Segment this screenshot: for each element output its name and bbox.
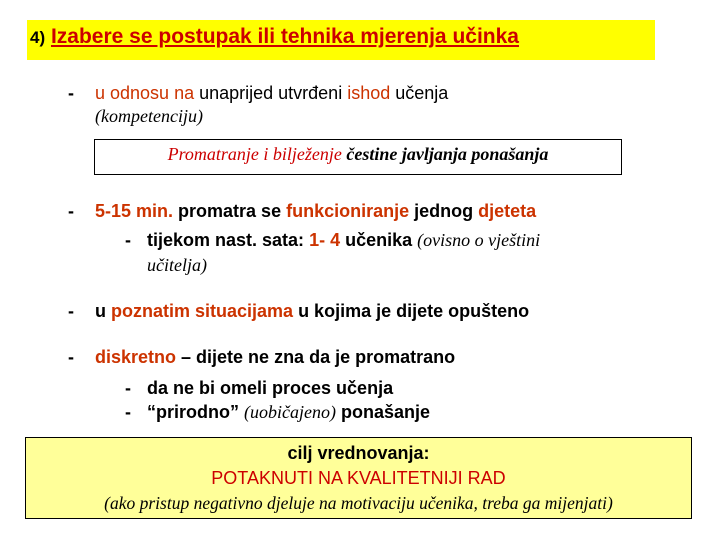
bullet-dash: -: [68, 347, 74, 367]
item3-part2: poznatim situacijama: [111, 301, 294, 321]
item4-part1: diskretno: [95, 347, 177, 367]
item2-sub-part3: učenika: [340, 230, 418, 250]
item4-sub2-part1: “prirodno”: [147, 402, 244, 422]
item4-sub1: da ne bi omeli proces učenja: [147, 378, 394, 398]
item1-part3: ishod: [347, 83, 391, 103]
item2-sub-part4: (ovisno o vještini: [417, 230, 541, 250]
sub-bullet-dash: -: [125, 402, 131, 422]
item2-part1: 5-15 min.: [95, 201, 174, 221]
item1-part2: unaprijed utvrđeni: [194, 83, 348, 103]
item2-part3: funkcioniranje: [286, 201, 410, 221]
item1-part4: učenja: [390, 83, 449, 103]
item2-part4: jednog: [409, 201, 479, 221]
item4-sub2-part2: (uobičajeno): [244, 402, 336, 422]
sub-bullet-dash: -: [125, 230, 131, 250]
title-number: 4): [30, 28, 46, 47]
sub-bullet-dash: -: [125, 378, 131, 398]
slide-title: [30, 25, 519, 49]
item2-line: [95, 201, 536, 222]
item1-line: [95, 83, 448, 104]
item3-part3: u kojima je dijete opušteno: [293, 301, 530, 321]
item1-note: (kompetenciju): [95, 106, 203, 126]
method-part1: Promatranje i bilježenje: [167, 144, 342, 164]
item4-line: [95, 347, 455, 368]
item1-part1: u odnosu na: [95, 83, 195, 103]
item4-sub2: [147, 402, 430, 423]
item3-part1: u: [95, 301, 111, 321]
item2-sub-part1: tijekom nast. sata:: [147, 230, 310, 250]
method-part2: čestine javljanja ponašanja: [341, 144, 549, 164]
item2-part2: promatra se: [173, 201, 287, 221]
item2-subline: [147, 230, 540, 251]
bullet-dash: -: [68, 301, 74, 321]
item4-sub2-part3: ponašanje: [335, 402, 430, 422]
item2-sub-part2: 1- 4: [309, 230, 341, 250]
item4-part2: – dijete ne zna da je promatrano: [176, 347, 456, 367]
item2-sub-continuation: učitelja): [147, 255, 207, 275]
method-text: [94, 144, 622, 165]
bullet-dash: -: [68, 201, 74, 221]
goal-note: (ako pristup negativno djeluje na motivaciju učenika, treba ga mijenjati): [104, 493, 613, 513]
goal-heading: cilj vrednovanja:: [287, 443, 430, 463]
title-text: Izabere se postupak ili tehnika mjerenja učinka: [50, 25, 519, 48]
item3-line: [95, 301, 529, 322]
goal-statement: POTAKNUTI NA KVALITETNIJI RAD: [211, 468, 506, 488]
bullet-dash: -: [68, 83, 74, 103]
item2-part5: djeteta: [478, 201, 537, 221]
